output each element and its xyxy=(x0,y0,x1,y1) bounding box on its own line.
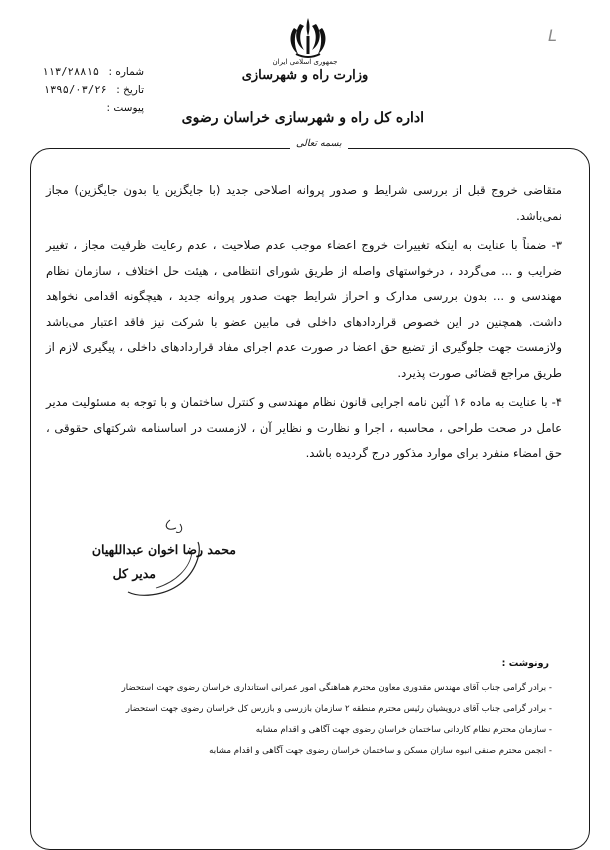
attachment-label: پیوست : xyxy=(106,102,144,114)
copy-item: - برادر گرامی جناب آقای مهندس مقدوری معاون محترم هماهنگی امور عمرانی استانداری خراسان رضوی جهت استحضار xyxy=(121,683,552,693)
copy-item: - برادر گرامی جناب آقای درویشیان رئیس محترم منطقه ۲ سازمان بازرسی و بازرس کل خراسان رضوی جهت استحضار xyxy=(125,704,552,714)
letter-number xyxy=(42,66,144,78)
republic-text: جمهوری اسلامی ایران xyxy=(272,58,338,66)
directorate-title: اداره کل راه و شهرسازی خراسان رضوی xyxy=(181,110,424,126)
signatory-title: مدیر کل xyxy=(112,566,156,581)
letter-body xyxy=(46,178,562,467)
paragraph-3: ۳- ضمناً با عنایت به اینکه تغییرات خروج اعضاء موجب عدم صلاحیت ، عدم رعایت ظرفیت مجاز ، تغییر ضرایب و ... می‌گردد ، درخواستهای واصله از طریق شورای انتظامی ، هیئت حل اختلاف ، سازمان نظام مهندسی و ... بدون بررسی مدارک و احراز شرایط جهت صدور پروانه جدید ، هیچگونه اقدامی نخواهد داشت. همچنین در این خصوص قراردادهای داخلی فی مابین عضو با شرکت نیز فاقد اعتبار می‌باشد ولازمست جهت جلوگیری از تضیع حق اعضا در صورت عدم اجرای مفاد قراردادهای داخلی ، پیگیری لازم از طریق مراجع قضائی صورت پذیرد. xyxy=(46,238,562,380)
paragraph-1: متقاضی خروج قبل از بررسی شرایط و صدور پروانه اصلاحی جدید (با جایگزین یا بدون جایگزین) مجاز نمی‌باشد. xyxy=(46,183,562,223)
copy-item: - انجمن محترم صنفی انبوه سازان مسکن و ساختمان خراسان رضوی جهت آگاهی و اقدام مشابه xyxy=(209,746,552,756)
date-label: تاریخ : xyxy=(116,84,144,96)
paragraph-4: ۴- با عنایت به ماده ۱۶ آئین نامه اجرایی قانون نظام مهندسی و کنترل ساختمان و با توجه به مسئولیت مدیر عامل در صحت طراحی ، محاسبه ، اجرا و نظارت و نظایر آن ، لازمست در اساسنامه شرکتهای حقوقی ، حق امضاء منفرد برای موارد مذکور درج گردیده باشد. xyxy=(46,395,562,460)
letter-attachment xyxy=(107,102,145,114)
number-label: شماره : xyxy=(108,66,144,78)
ministry-title: وزارت راه و شهرسازی xyxy=(241,68,369,83)
number-value: ۱۱۳/۲۸۸۱۵ xyxy=(42,66,100,78)
copy-item: - سازمان محترم نظام کاردانی ساختمان خراسان رضوی جهت آگاهی و اقدام مشابه xyxy=(255,725,552,735)
signatory-name: محمد رضا اخوان عبداللهیان xyxy=(91,542,236,557)
besmellah: بسمه تعالی xyxy=(290,138,348,149)
date-value: ۱۳۹۵/۰۳/۲۶ xyxy=(43,84,107,96)
signature-scribble-icon xyxy=(110,512,210,602)
iran-emblem-icon xyxy=(286,14,330,60)
letter-date xyxy=(44,84,144,96)
copies-list xyxy=(32,678,552,762)
copies-heading: رونوشت : xyxy=(501,658,549,669)
corner-mark: L xyxy=(548,26,557,45)
